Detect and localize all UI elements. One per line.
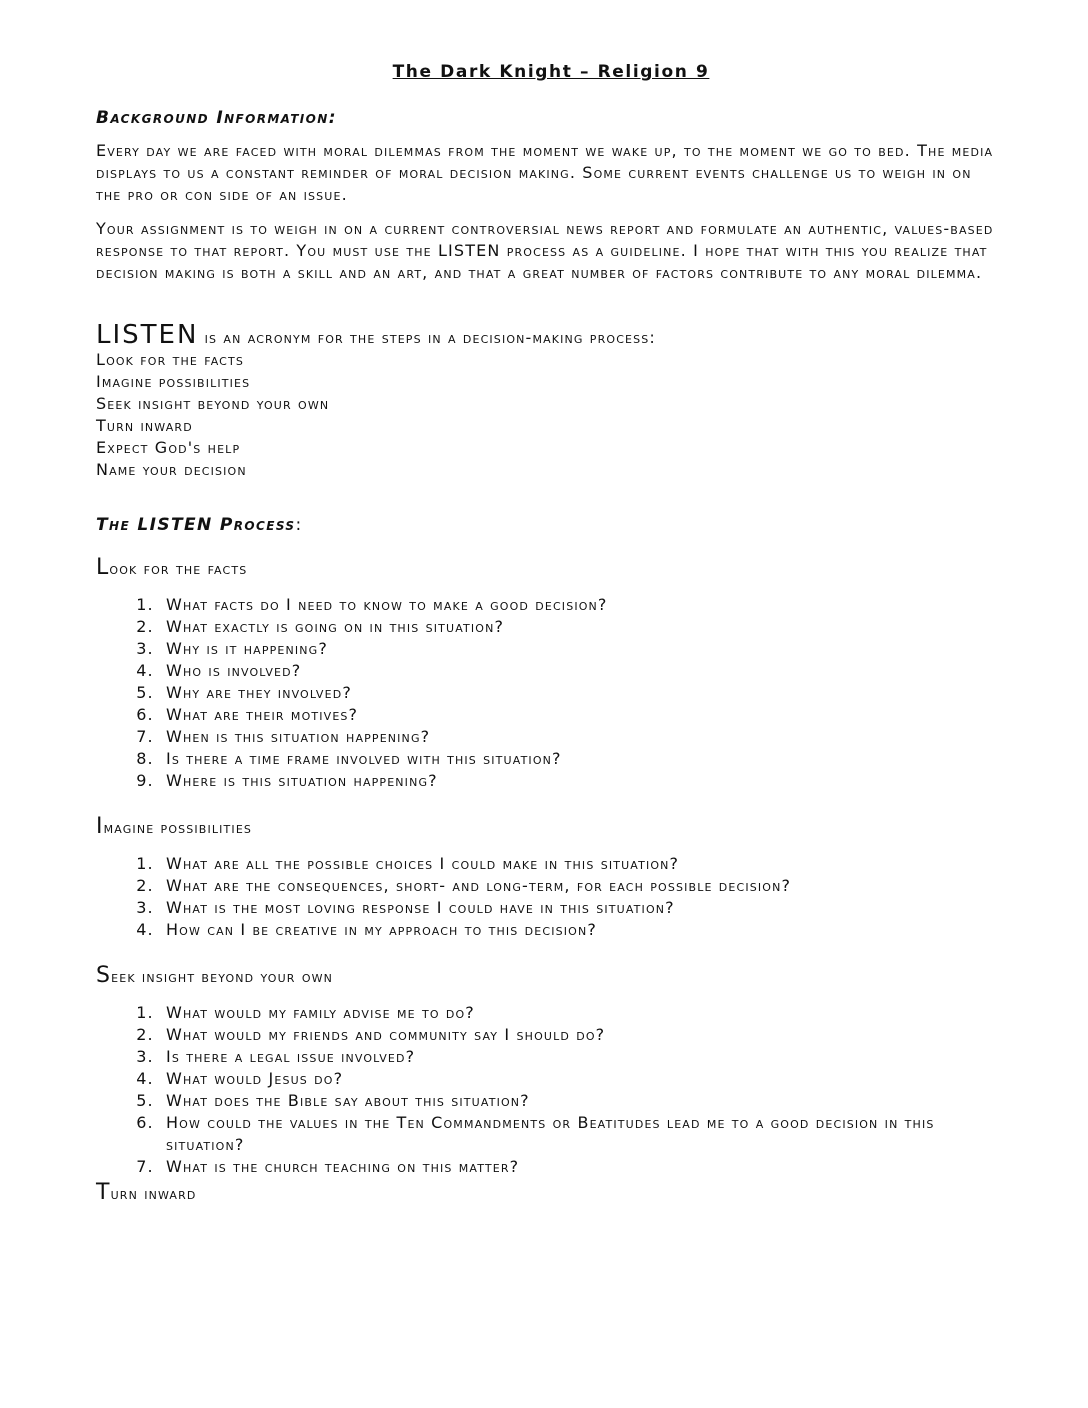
- question-item: 1. What are all the possible choices I could make in this situation?: [160, 853, 996, 875]
- document-title: The Dark Knight – Religion 9: [392, 62, 710, 82]
- background-paragraph-2: Your assignment is to weigh in on a current controversial news report and formulate an authentic, values-based response to that report. You must use the LISTEN process as a guideline. I hope that with this you realize that decision making is both a skill and an art, and that a great number of factors contribute to any moral dilemma.: [96, 219, 994, 282]
- acronym-intro: [96, 320, 996, 350]
- process-heading: [96, 515, 996, 535]
- process-heading-text: The LISTEN Process: [96, 515, 296, 535]
- question-item: 1. What would my family advise me to do?: [160, 1002, 996, 1024]
- document-page: [96, 62, 996, 1205]
- acronym-step: Look for the facts: [96, 350, 245, 369]
- step-title-rest: urn inward: [110, 1184, 197, 1203]
- question-item: 7. When is this situation happening?: [160, 726, 996, 748]
- background-heading: Background Information:: [96, 108, 337, 128]
- step-title-look: [96, 557, 996, 580]
- background-paragraph-1: Every day we are faced with moral dilemmas from the moment we wake up, to the moment we go to bed. The media displays to us a constant reminder of moral decision making. Some current events challenge us to weigh in on the pro or con side of an issue.: [96, 141, 994, 204]
- step-title-turn: [96, 1182, 996, 1205]
- question-item: 3. Why is it happening?: [160, 638, 996, 660]
- question-item: 4. How can I be creative in my approach to this decision?: [160, 919, 996, 941]
- acronym-step: Name your decision: [96, 460, 247, 479]
- question-item: 3. Is there a legal issue involved?: [160, 1046, 996, 1068]
- questions-imagine: [96, 853, 996, 941]
- step-initial: L: [96, 555, 110, 580]
- acronym-step: Turn inward: [96, 416, 193, 435]
- question-item: 2. What would my friends and community say I should do?: [160, 1024, 996, 1046]
- step-initial: S: [96, 963, 112, 988]
- question-item: 6. How could the values in the Ten Commandments or Beatitudes lead me to a good decision in this situation?: [160, 1112, 996, 1156]
- question-item: 1. What facts do I need to know to make a good decision?: [160, 594, 996, 616]
- acronym-step: Imagine possibilities: [96, 372, 251, 391]
- acronym-steps-list: [96, 349, 996, 481]
- step-title-rest: ook for the facts: [109, 559, 248, 578]
- questions-seek: [96, 1002, 996, 1178]
- question-item: 3. What is the most loving response I could have in this situation?: [160, 897, 996, 919]
- step-title-imagine: [96, 816, 996, 839]
- acronym-word: LISTEN: [96, 320, 199, 350]
- question-item: 4. What would Jesus do?: [160, 1068, 996, 1090]
- acronym-intro-text: is an acronym for the steps in a decision-making process:: [198, 328, 656, 347]
- step-title-seek: [96, 965, 996, 988]
- step-title-rest: eek insight beyond your own: [111, 967, 334, 986]
- question-item: 8. Is there a time frame involved with this situation?: [160, 748, 996, 770]
- question-item: 2. What exactly is going on in this situation?: [160, 616, 996, 638]
- question-item: 6. What are their motives?: [160, 704, 996, 726]
- question-item: 2. What are the consequences, short- and long-term, for each possible decision?: [160, 875, 996, 897]
- question-item: 9. Where is this situation happening?: [160, 770, 996, 792]
- acronym-step: Seek insight beyond your own: [96, 394, 330, 413]
- question-item: 5. What does the Bible say about this situation?: [160, 1090, 996, 1112]
- process-heading-colon: :: [295, 515, 303, 535]
- questions-look: [96, 594, 996, 792]
- step-initial: I: [96, 814, 104, 839]
- question-item: 5. Why are they involved?: [160, 682, 996, 704]
- question-item: 4. Who is involved?: [160, 660, 996, 682]
- step-title-rest: magine possibilities: [103, 818, 253, 837]
- step-initial: T: [96, 1180, 111, 1205]
- question-item: 7. What is the church teaching on this matter?: [160, 1156, 996, 1178]
- acronym-step: Expect God's help: [96, 438, 241, 457]
